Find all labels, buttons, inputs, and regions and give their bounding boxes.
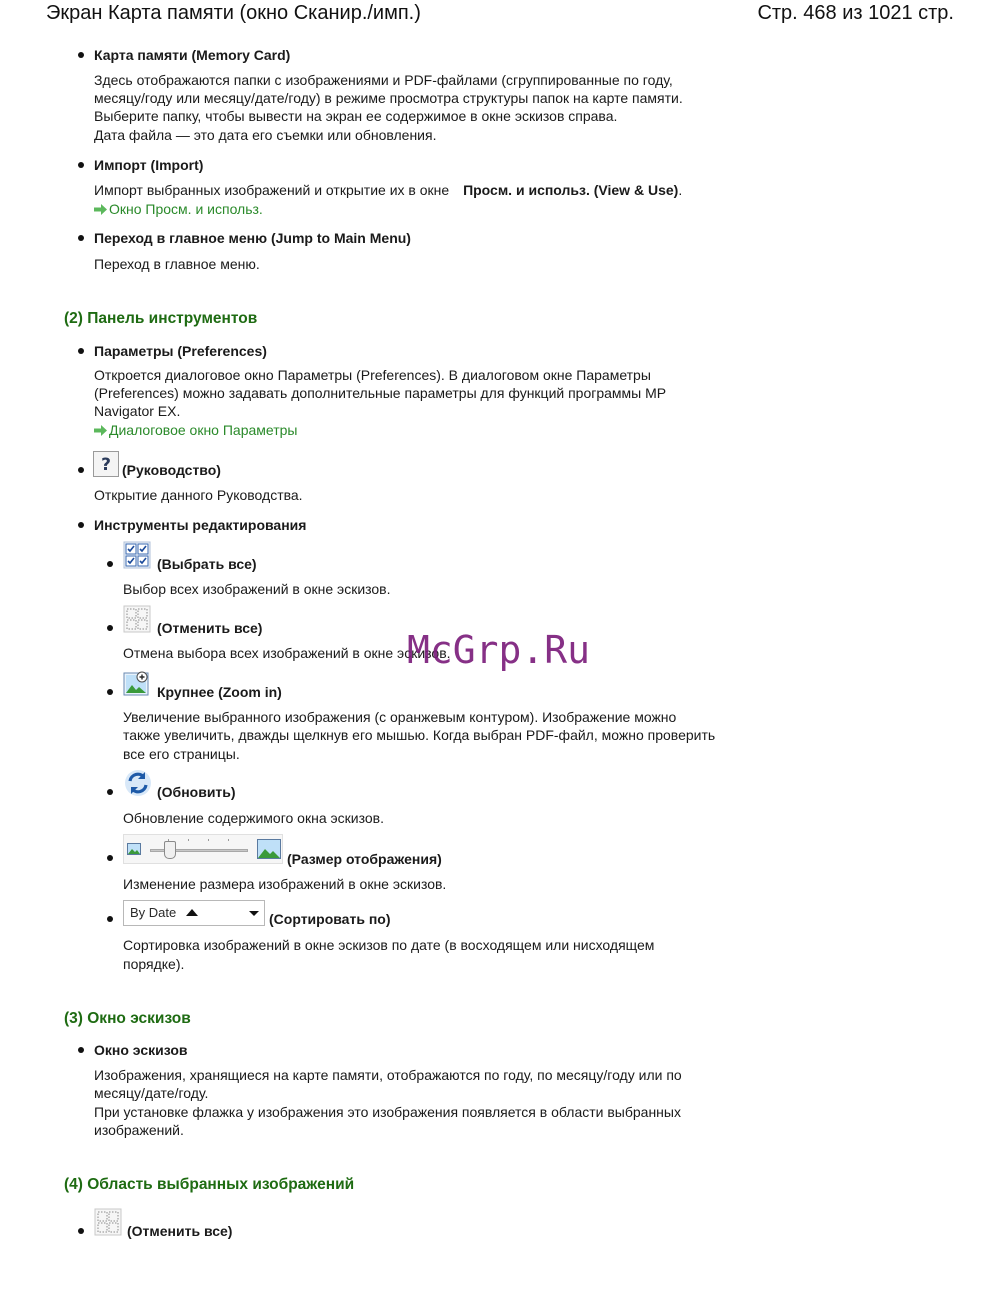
sort-by-line-1: Сортировка изображений в окне эскизов по дате (в восходящем или нисходящем <box>123 937 655 953</box>
view-use-ref: Просм. и использ. (View & Use) <box>463 182 679 198</box>
import-label: Импорт (Import) <box>94 157 204 173</box>
thumbnail-window-line-4: изображений. <box>94 1122 184 1138</box>
import-text <box>94 181 682 200</box>
preferences-line-1: Откроется диалоговое окно Параметры (Preferences). В диалоговом окне Параметры <box>94 367 651 383</box>
section-3-title: (3) Окно эскизов <box>64 1010 191 1027</box>
bullet <box>107 625 113 631</box>
import-text-after: . <box>678 182 683 198</box>
jump-text: Переход в главное меню. <box>94 256 260 272</box>
bullet <box>107 855 113 861</box>
select-all-icon <box>123 541 151 569</box>
jump-label: Переход в главное меню (Jump to Main Menu) <box>94 230 411 246</box>
zoom-in-label: Крупнее (Zoom in) <box>157 684 282 700</box>
selected-area-deselect-label: (Отменить все) <box>127 1223 233 1239</box>
zoom-in-icon <box>123 670 151 698</box>
memory-card-label: Карта памяти (Memory Card) <box>94 47 291 63</box>
deselect-all-label: (Отменить все) <box>157 620 263 636</box>
watermark: McGrp.Ru <box>407 628 591 672</box>
edit-tools-label: Инструменты редактирования <box>94 517 307 533</box>
deselect-all-text: Отмена выбора всех изображений в окне эскизов. <box>123 645 451 661</box>
small-image-icon <box>127 843 141 855</box>
memory-card-line-3: Выберите папку, чтобы вывести на экран ее содержимое в окне эскизов справа. <box>94 108 618 124</box>
memory-card-line-4: Дата файла — это дата его съемки или обновления. <box>94 127 437 143</box>
refresh-text: Обновление содержимого окна эскизов. <box>123 810 384 826</box>
display-size-slider[interactable] <box>123 834 283 864</box>
bullet <box>78 235 84 241</box>
deselect-all-icon <box>94 1208 122 1236</box>
bullet <box>78 348 84 354</box>
bullet <box>78 52 84 58</box>
bullet <box>78 1228 84 1234</box>
bullet <box>107 689 113 695</box>
sort-by-value: By Date <box>130 905 177 920</box>
display-size-label: (Размер отображения) <box>287 851 442 867</box>
bullet <box>78 162 84 168</box>
page-title: Экран Карта памяти (окно Сканир./имп.) <box>46 2 421 24</box>
preferences-label: Параметры (Preferences) <box>94 343 267 359</box>
bullet <box>78 467 84 473</box>
preferences-line-2: (Preferences) можно задавать дополнительные параметры для функций программы MP <box>94 385 667 401</box>
guide-text: Открытие данного Руководства. <box>94 487 303 503</box>
sort-by-label: (Сортировать по) <box>269 911 391 927</box>
refresh-icon <box>123 768 153 798</box>
select-all-text: Выбор всех изображений в окне эскизов. <box>123 581 391 597</box>
import-text-before: Импорт выбранных изображений и открытие их в окне <box>94 182 450 198</box>
bullet <box>107 789 113 795</box>
link-arrow-icon <box>94 425 107 436</box>
thumbnail-window-line-2: месяцу/дате/году. <box>94 1085 209 1101</box>
preferences-link-row <box>94 421 297 440</box>
thumbnail-window-line-1: Изображения, хранящиеся на карте памяти, отображаются по году, по месяцу/году или по <box>94 1067 682 1083</box>
section-4-title: (4) Область выбранных изображений <box>64 1176 355 1193</box>
chevron-down-icon[interactable] <box>249 911 259 916</box>
zoom-in-line-2: также увеличить, дважды щелкнув его мышью. Когда выбран PDF-файл, можно проверить <box>123 727 716 743</box>
deselect-all-icon <box>123 605 151 633</box>
link-arrow-icon <box>94 204 107 215</box>
select-all-label: (Выбрать все) <box>157 556 257 572</box>
slider-thumb[interactable] <box>164 841 176 859</box>
section-2-title: (2) Панель инструментов <box>64 310 258 327</box>
preferences-link[interactable]: Диалоговое окно Параметры <box>109 422 298 438</box>
sort-by-dropdown[interactable] <box>123 900 265 926</box>
zoom-in-line-3: все его страницы. <box>123 746 240 762</box>
memory-card-line-1: Здесь отображаются папки с изображениями и PDF-файлами (сгруппированные по году, <box>94 72 673 88</box>
guide-label: (Руководство) <box>122 462 221 478</box>
thumbnail-window-label: Окно эскизов <box>94 1042 188 1058</box>
thumbnail-window-line-3: При установке флажка у изображения это изображения появляется в области выбранных <box>94 1104 681 1120</box>
large-image-icon <box>257 839 281 859</box>
memory-card-line-2: месяцу/году или месяцу/дате/году) в режиме просмотра структуры папок на карте памяти. <box>94 90 683 106</box>
view-use-link[interactable]: Окно Просм. и использ. <box>109 201 263 217</box>
preferences-line-3: Navigator EX. <box>94 403 181 419</box>
zoom-in-line-1: Увеличение выбранного изображения (с оранжевым контуром). Изображение можно <box>123 709 677 725</box>
bullet <box>107 561 113 567</box>
refresh-label: (Обновить) <box>157 784 236 800</box>
view-use-link-row <box>94 200 263 219</box>
page-header <box>46 2 954 28</box>
bullet <box>78 522 84 528</box>
page-number: Стр. 468 из 1021 стр. <box>757 2 954 24</box>
bullet <box>78 1047 84 1053</box>
sort-ascending-icon[interactable] <box>186 909 198 916</box>
display-size-text: Изменение размера изображений в окне эскизов. <box>123 876 447 892</box>
bullet <box>107 916 113 922</box>
sort-by-line-2: порядке). <box>123 956 185 972</box>
help-icon <box>93 451 119 477</box>
svg-text:?: ? <box>101 455 111 475</box>
